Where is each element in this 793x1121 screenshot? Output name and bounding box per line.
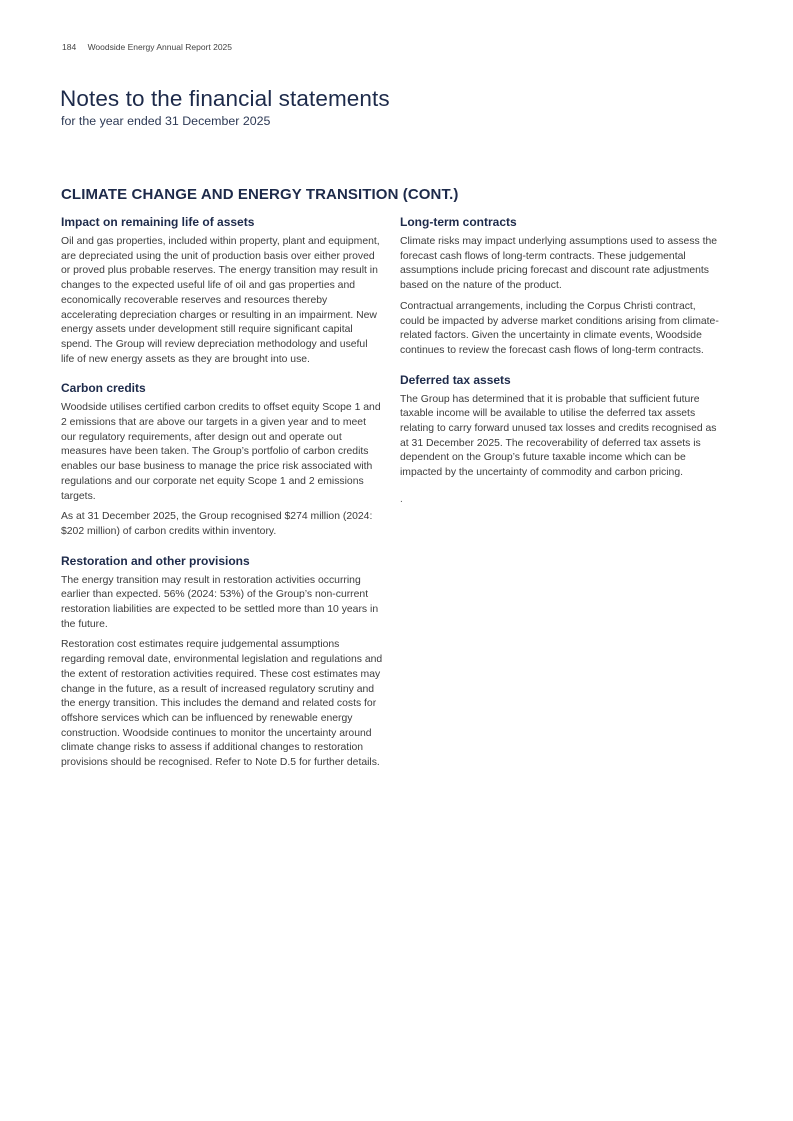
page-title: Notes to the financial statements <box>60 86 390 111</box>
paragraph: Restoration cost estimates require judgemental assumptions regarding removal date, environmental legislation and regulations and the extent of restoration activities required. These cost estimates may change in the future, as a result of increased regulatory scrutiny and the energy transition. This includes the demand and related costs for offshore services which can be influenced by renewable energy construction. Woodside continues to monitor the uncertainty around climate change risks to assess if additional changes to restoration provisions should be recognised. Refer to Note D.5 for further details. <box>61 639 383 769</box>
subheading-long-term-contracts: Long-term contracts <box>400 215 517 229</box>
subheading-restoration: Restoration and other provisions <box>61 553 250 568</box>
right-column <box>400 214 722 506</box>
paragraph: Contractual arrangements, including the Corpus Christi contract, could be impacted by adverse market conditions arising from climate-related factors. Given the uncertainty in climate events, Woodside continues to review the forecast cash flows of long-term contracts. <box>400 300 719 356</box>
section-long-term-contracts <box>400 214 722 359</box>
running-header <box>62 42 232 52</box>
left-column <box>61 214 383 784</box>
section-restoration <box>61 553 383 771</box>
section-remaining-life <box>61 214 383 367</box>
subheading-remaining-life: Impact on remaining life of assets <box>61 215 255 229</box>
paragraph: Woodside utilises certified carbon credits to offset equity Scope 1 and 2 emissions that are above our targets in a given year and to meet our regulatory requirements, after design out and operate out measures have been taken. The Group’s portfolio of carbon credits enables our base business to manage the price risk associated with regulations and our corporate net equity Scope 1 and 2 emissions targets. <box>61 402 381 502</box>
paragraph: The Group has determined that it is probable that sufficient future taxable income will be available to utilise the deferred tax assets relating to carry forward unused tax losses and credits recognised as at 31 December 2025. The recoverability of deferred tax assets is dependent on the Group’s future taxable income which can be impacted by the uncertainty of commodity and carbon pricing. <box>400 393 717 479</box>
trailing-mark: . <box>400 493 403 505</box>
page-subtitle: for the year ended 31 December 2025 <box>61 114 271 128</box>
section-deferred-tax <box>400 372 722 481</box>
report-name: Woodside Energy Annual Report 2025 <box>87 42 233 52</box>
paragraph: Climate risks may impact underlying assumptions used to assess the forecast cash flows of long-term contracts. These judgemental assumptions include pricing forecast and discount rate adjustments based on the nature of the product. <box>400 236 718 292</box>
paragraph: The energy transition may result in restoration activities occurring earlier than expected. 56% (2024: 53%) of the Group’s non-current restoration liabilities are expected to be settled more than 10 years in the future. <box>61 574 379 630</box>
subheading-deferred-tax: Deferred tax assets <box>400 372 511 387</box>
paragraph: As at 31 December 2025, the Group recognised $274 million (2024: $202 million) of carbon credits within inventory. <box>61 511 373 537</box>
subheading-carbon-credits: Carbon credits <box>61 381 146 396</box>
page-number: 184 <box>62 42 77 52</box>
paragraph: Oil and gas properties, included within property, plant and equipment, are depreciated using the unit of production basis over either proved or proved plus probable reserves. The energy transition may result in changes to the expected useful life of oil and gas properties and economically recoverable reserves and resources thereby accelerating depreciation charges or resulting in an impairment. New energy assets under development still require significant capital spend. The Group will review depreciation methodology and useful life of new energy assets as they are brought into use. <box>61 236 380 365</box>
section-heading: CLIMATE CHANGE AND ENERGY TRANSITION (CONT.) <box>61 186 459 203</box>
section-carbon-credits <box>61 380 383 539</box>
